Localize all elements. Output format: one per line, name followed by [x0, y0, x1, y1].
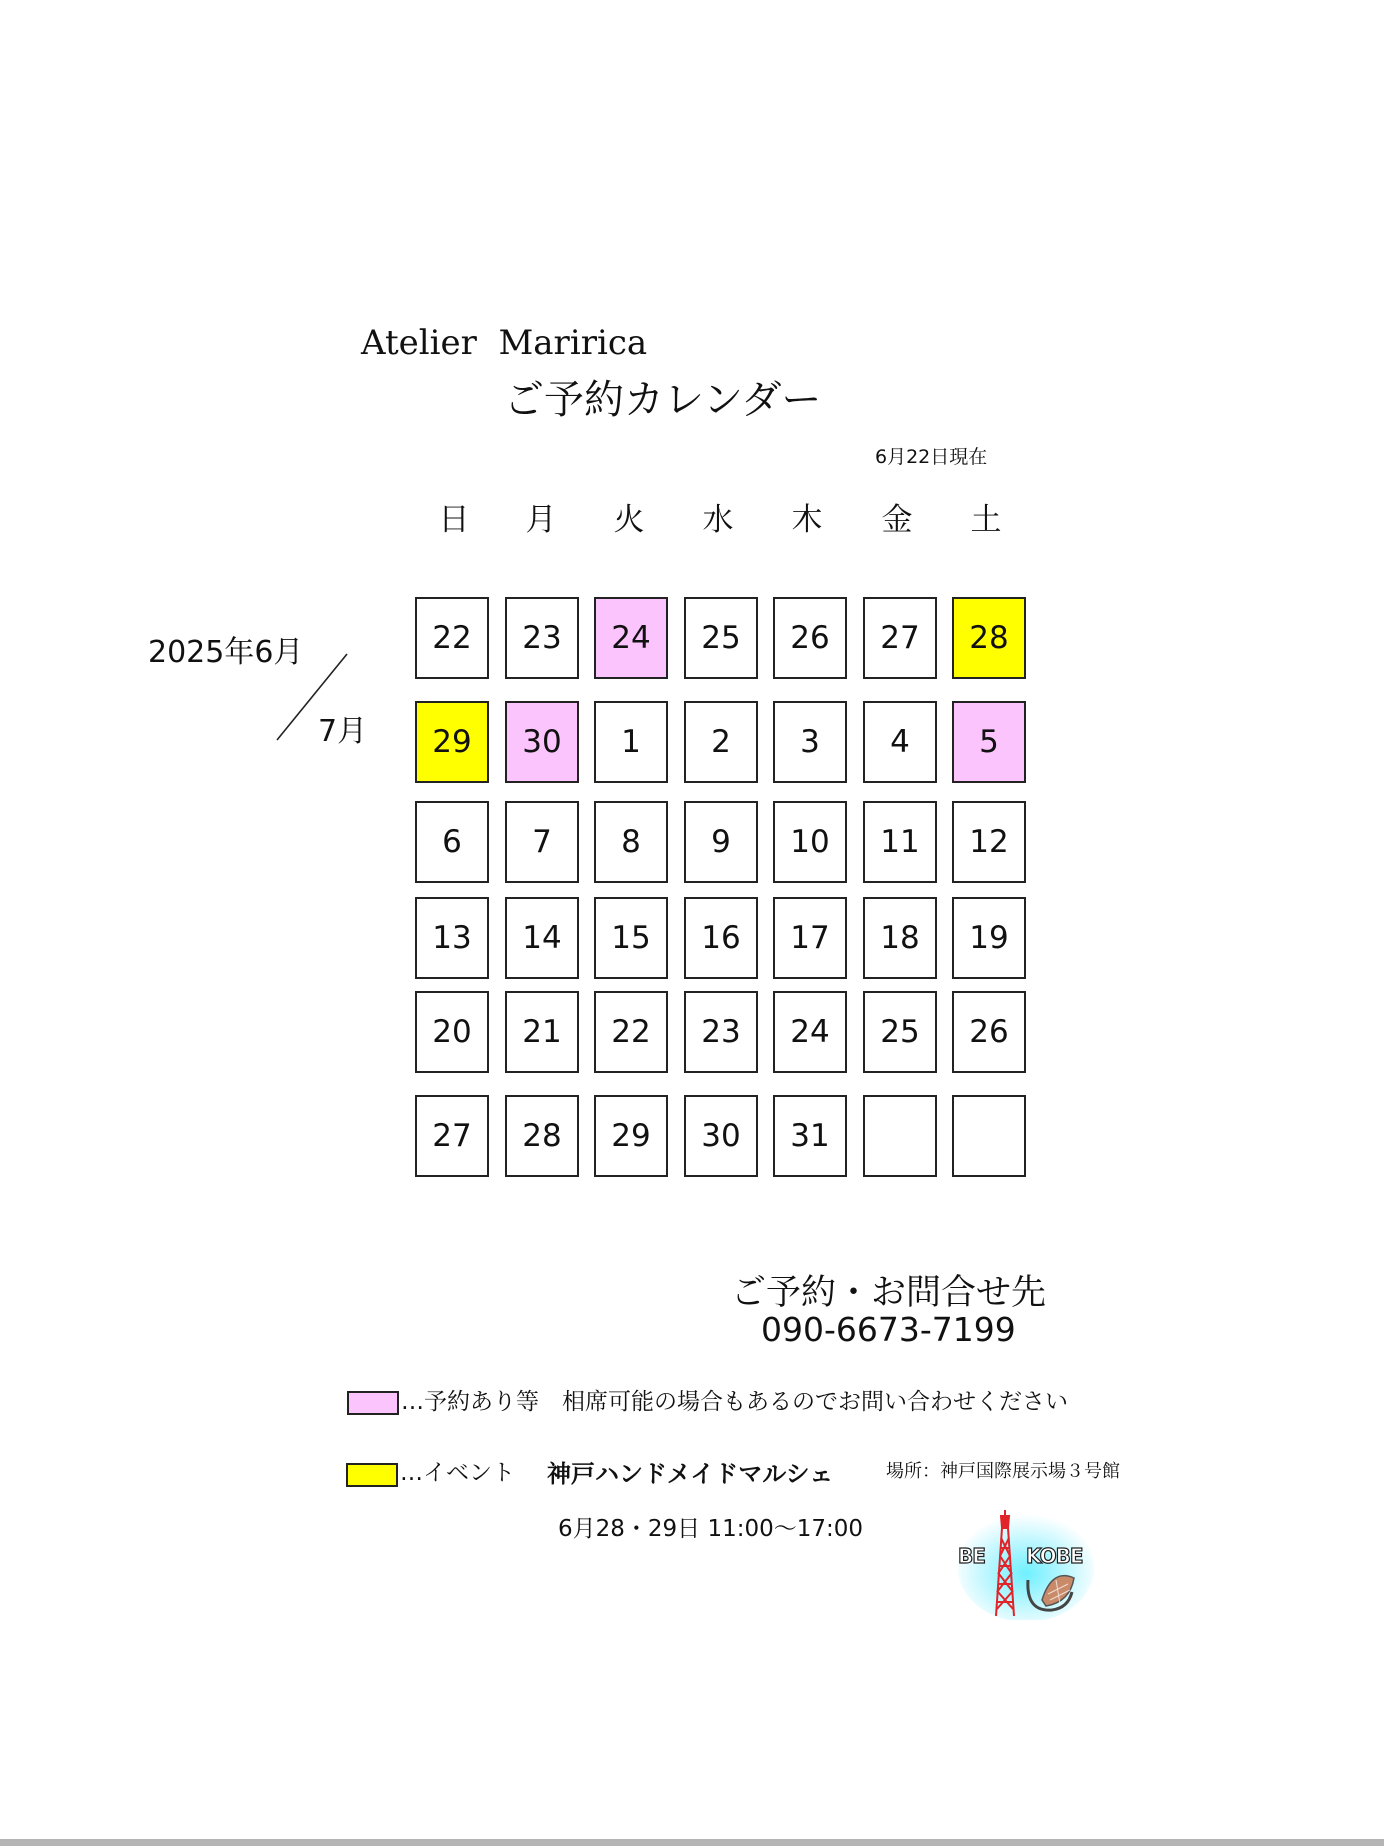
- calendar-day-cell: 9: [684, 801, 758, 883]
- calendar-day-cell: 10: [773, 801, 847, 883]
- calendar-day-cell: 25: [684, 597, 758, 679]
- calendar-day-cell: 26: [952, 991, 1026, 1073]
- calendar-day-cell: 30: [505, 701, 579, 783]
- calendar-day-cell: 19: [952, 897, 1026, 979]
- legend-event-swatch: [346, 1463, 398, 1487]
- weekday-sun: 日: [438, 502, 470, 538]
- calendar-day-cell: 5: [952, 701, 1026, 783]
- weekday-wed: 水: [702, 502, 734, 538]
- as-of-date: 6月22日現在: [875, 446, 988, 468]
- calendar-day-cell: 31: [773, 1095, 847, 1177]
- legend-reserved-swatch: [347, 1391, 399, 1415]
- event-name: 神戸ハンドメイドマルシェ: [547, 1460, 834, 1488]
- calendar-day-cell: 11: [863, 801, 937, 883]
- calendar-day-cell: 4: [863, 701, 937, 783]
- shop-name: Atelier Maririca: [361, 323, 648, 363]
- calendar-day-cell: 17: [773, 897, 847, 979]
- calendar-day-cell: [952, 1095, 1026, 1177]
- legend-event-text: …イベント: [400, 1460, 515, 1486]
- calendar-day-cell: 23: [505, 597, 579, 679]
- calendar-day-cell: 28: [505, 1095, 579, 1177]
- logo-text-kobe: KOBE: [1026, 1544, 1083, 1568]
- event-dates: 6月28・29日 11:00〜17:00: [558, 1516, 864, 1542]
- calendar-day-cell: [863, 1095, 937, 1177]
- calendar-day-cell: 20: [415, 991, 489, 1073]
- calendar-day-cell: 16: [684, 897, 758, 979]
- calendar-day-cell: 13: [415, 897, 489, 979]
- calendar-day-cell: 27: [863, 597, 937, 679]
- calendar-day-cell: 12: [952, 801, 1026, 883]
- calendar-day-cell: 3: [773, 701, 847, 783]
- be-kobe-logo: [956, 1508, 1094, 1620]
- calendar-day-cell: 22: [594, 991, 668, 1073]
- contact-phone: 090-6673-7199: [761, 1310, 1016, 1349]
- page-bottom-bar: [0, 1839, 1384, 1846]
- calendar-day-cell: 30: [684, 1095, 758, 1177]
- calendar-day-cell: 27: [415, 1095, 489, 1177]
- month-label-june: 2025年6月: [148, 635, 304, 670]
- weekday-mon: 月: [525, 502, 557, 538]
- weekday-thu: 木: [791, 502, 823, 538]
- calendar-day-cell: 25: [863, 991, 937, 1073]
- page-title: ご予約カレンダー: [504, 377, 822, 423]
- weekday-fri: 金: [881, 502, 913, 538]
- contact-label: ご予約・お問合せ先: [731, 1273, 1047, 1313]
- calendar-day-cell: 14: [505, 897, 579, 979]
- calendar-day-cell: 29: [594, 1095, 668, 1177]
- calendar-day-cell: 22: [415, 597, 489, 679]
- calendar-day-cell: 24: [773, 991, 847, 1073]
- calendar-day-cell: 23: [684, 991, 758, 1073]
- calendar-day-cell: 8: [594, 801, 668, 883]
- calendar-day-cell: 15: [594, 897, 668, 979]
- calendar-day-cell: 29: [415, 701, 489, 783]
- weekday-sat: 土: [970, 502, 1002, 538]
- logo-text-be: BE: [958, 1544, 985, 1568]
- calendar-day-cell: 28: [952, 597, 1026, 679]
- calendar-day-cell: 1: [594, 701, 668, 783]
- event-place: 場所：神戸国際展示場３号館: [886, 1461, 1120, 1482]
- month-label-july: 7月: [318, 714, 368, 749]
- calendar-day-cell: 21: [505, 991, 579, 1073]
- legend-reserved-text: …予約あり等 相席可能の場合もあるのでお問い合わせください: [401, 1389, 1068, 1415]
- calendar-day-cell: 24: [594, 597, 668, 679]
- weekday-tue: 火: [613, 502, 645, 538]
- calendar-day-cell: 6: [415, 801, 489, 883]
- calendar-day-cell: 18: [863, 897, 937, 979]
- calendar-day-cell: 26: [773, 597, 847, 679]
- calendar-day-cell: 7: [505, 801, 579, 883]
- calendar-day-cell: 2: [684, 701, 758, 783]
